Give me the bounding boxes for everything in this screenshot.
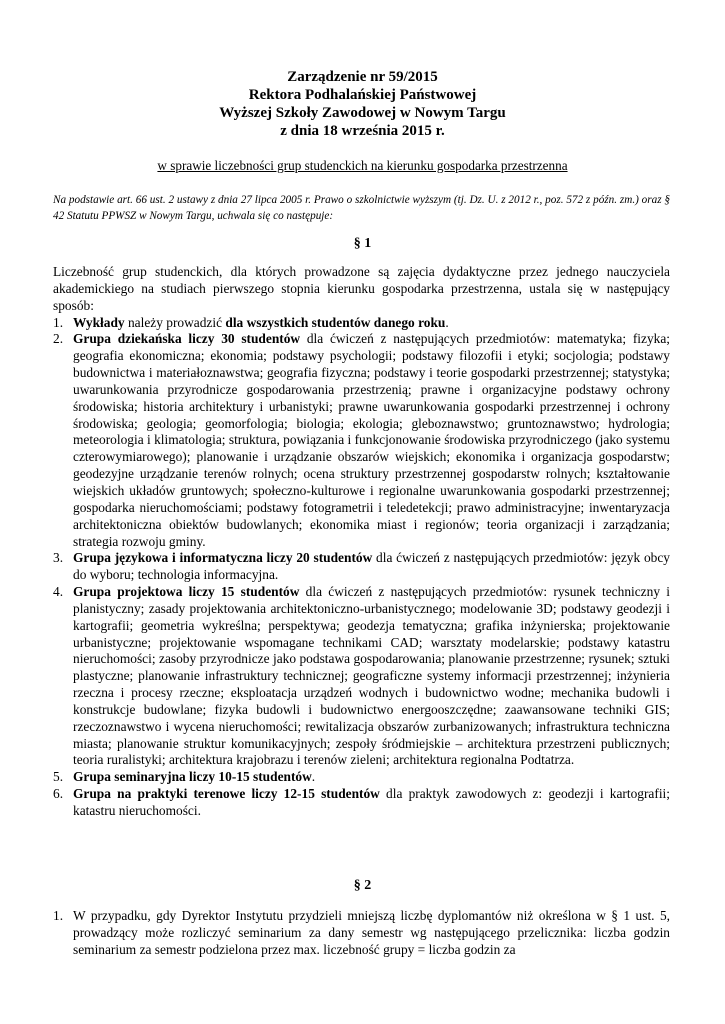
item-text: dla ćwiczeń z następujących przedmiotów: język obcy do wyboru; technologia informacyjna. <box>73 550 670 583</box>
item-bold: Grupa seminaryjna liczy 10-15 studentów <box>73 769 312 785</box>
document-title <box>0 68 725 140</box>
item-text: dla ćwiczeń z następujących przedmiotów: rysunek techniczny i planistyczny; zasady projektowania architektoniczno-urbanistycznego; modelowanie 3D; podstawy geodezji i kartografii; geometria wykreślna; perspektywa; geodezja tematyczna; grafika inżynierska; projektowanie urbanistyczne; projektowanie wspomagane technikami CAD; warsztaty modelarskie; podstawy katastru nieruchomości; zasoby przyrodnicze jako podstawa gospodarowania; planowanie przestrzenne; rysunek; sztuki plastyczne; planowanie infrastruktury technicznej; geograficzne systemy informacji przestrzennej; inżynieria rzeczna i procesy rzeczne; eksploatacja urządzeń wodnych i budownictwo wodne; mechanika budowli i konstrukcje budowlane; fizyka budowli i budownictwo energooszczędne; zaawansowane techniki GIS; rzeczoznawstwo i wycena nieruchomości; rewitalizacja obszarów zurbanizowanych; infrastruktura techniczna miasta; planowanie struktur komunikacyjnych; zespoły śródmiejskie – architektura przestrzeni publicznych; teoria ruralistyki; architektura krajobrazu i terenów zieleni; architektura regionalna Podtatrza. <box>73 584 670 768</box>
title-line-2: Rektora Podhalańskiej Państwowej <box>248 87 477 103</box>
list-item <box>53 315 670 332</box>
item-text: . <box>311 769 316 785</box>
item-text: . <box>445 314 449 330</box>
item-bold: Grupa językowa i informatyczna liczy 20 studentów <box>73 550 373 566</box>
item-bold: dla wszystkich studentów danego roku <box>225 314 446 330</box>
list-item <box>53 908 670 959</box>
title-line-1: Zarządzenie nr 59/2015 <box>287 69 438 85</box>
item-bold: Grupa projektowa liczy 15 studentów <box>73 584 300 600</box>
list-item <box>53 331 670 550</box>
item-number: 6. <box>53 786 64 802</box>
item-text: dla ćwiczeń z następujących przedmiotów: matematyka; fizyka; geografia ekonomiczna; ekonomia; podstawy psychologii; podstawy filozofii i etyki; socjologia; podstawy budownictwa i materiałoznawstwa; geografia fizyczna; podstawy i teorie gospodarki przestrzennej; statystyka; uwarunkowania przyrodnicze gospodarowania przestrzenią; prawne i organizacyjne podstawy ochrony środowiska; historia architektury i urbanistyki; prawne uwarunkowania gospodarki przestrzennej i ochrony środowiska; geologia; geomorfologia; biologia; ekologia; gleboznawstwo; gruntoznawstwo; hydrologia; meteorologia i klimatologia; struktura, powiązania i funkcjonowanie środowiska przyrodniczego (jako systemu czterowymiarowego); planowanie i urządzanie obszarów wiejskich; ekonomika i organizacja gospodarstw; geodezyjne urządzanie terenów rolnych; ocena struktury przestrzennej gospodarstw rolnych; kształtowanie wiejskich układów gruntowych; społeczno-kulturowe i regionalne uwarunkowania gospodarki przestrzennej; gospodarka nieruchomościami; podstawy fotogrametrii i teledetekcji; prawo administracyjne; inwentaryzacja architektoniczna obiektów budowlanych; ekonomika miast i regionów; teoria organizacji i zarządzania; strategia rozwoju gminy. <box>73 331 671 549</box>
item-number: 3. <box>53 550 64 566</box>
section-2-list <box>53 908 670 959</box>
list-item <box>53 584 670 769</box>
section-1-heading: § 1 <box>353 236 372 251</box>
title-line-4: z dnia 18 września 2015 r. <box>280 123 445 139</box>
item-number: 4. <box>53 584 64 600</box>
title-line-3: Wyższej Szkoły Zawodowej w Nowym Targu <box>219 105 506 121</box>
section-1-intro: Liczebność grup studenckich, dla których prowadzone są zajęcia dydaktyczne przez jednego nauczyciela akademickiego na studiach pierwszego stopnia kierunku gospodarka przestrzenna, ustala się w następujący sposób: <box>53 264 670 313</box>
item-number: 5. <box>53 769 64 785</box>
section-2-heading: § 2 <box>353 878 372 893</box>
section-2-body <box>53 908 670 959</box>
item-bold: Grupa na praktyki terenowe liczy 12-15 studentów <box>73 786 380 802</box>
item-text: dla praktyk zawodowych z: geodezji i kartografii; katastru nieruchomości. <box>73 786 670 818</box>
item-number: 1. <box>53 908 64 923</box>
item-number: 1. <box>53 314 64 330</box>
item-bold: Grupa dziekańska liczy 30 studentów <box>73 331 301 347</box>
section-1-body <box>53 264 670 820</box>
list-item <box>53 786 670 820</box>
list-item <box>53 769 670 786</box>
item-bold: Wykłady <box>73 314 125 330</box>
document-subject: w sprawie liczebności grup studenckich na kierunku gospodarka przestrzenna <box>157 158 568 173</box>
item-text: należy prowadzić <box>124 314 226 330</box>
section-1-list <box>53 315 670 820</box>
item-number: 2. <box>53 331 64 347</box>
list-item <box>53 550 670 584</box>
item-text: W przypadku, gdy Dyrektor Instytutu przydzieli mniejszą liczbę dyplomantów niż określona w § 1 ust. 5, prowadzący może rozliczyć seminarium za dany semestr wg następującego przelicznika: liczba godzin seminarium za semestr podzielona przez max. liczebność grupy = liczba godzin za <box>73 908 670 957</box>
legal-basis: Na podstawie art. 66 ust. 2 ustawy z dnia 27 lipca 2005 r. Prawo o szkolnictwie wyższym (tj. Dz. U. z 2012 r., poz. 572 z późn. zm.) oraz § 42 Statutu PPWSZ w Nowym Targu, uchwala się co następuje: <box>53 194 670 222</box>
